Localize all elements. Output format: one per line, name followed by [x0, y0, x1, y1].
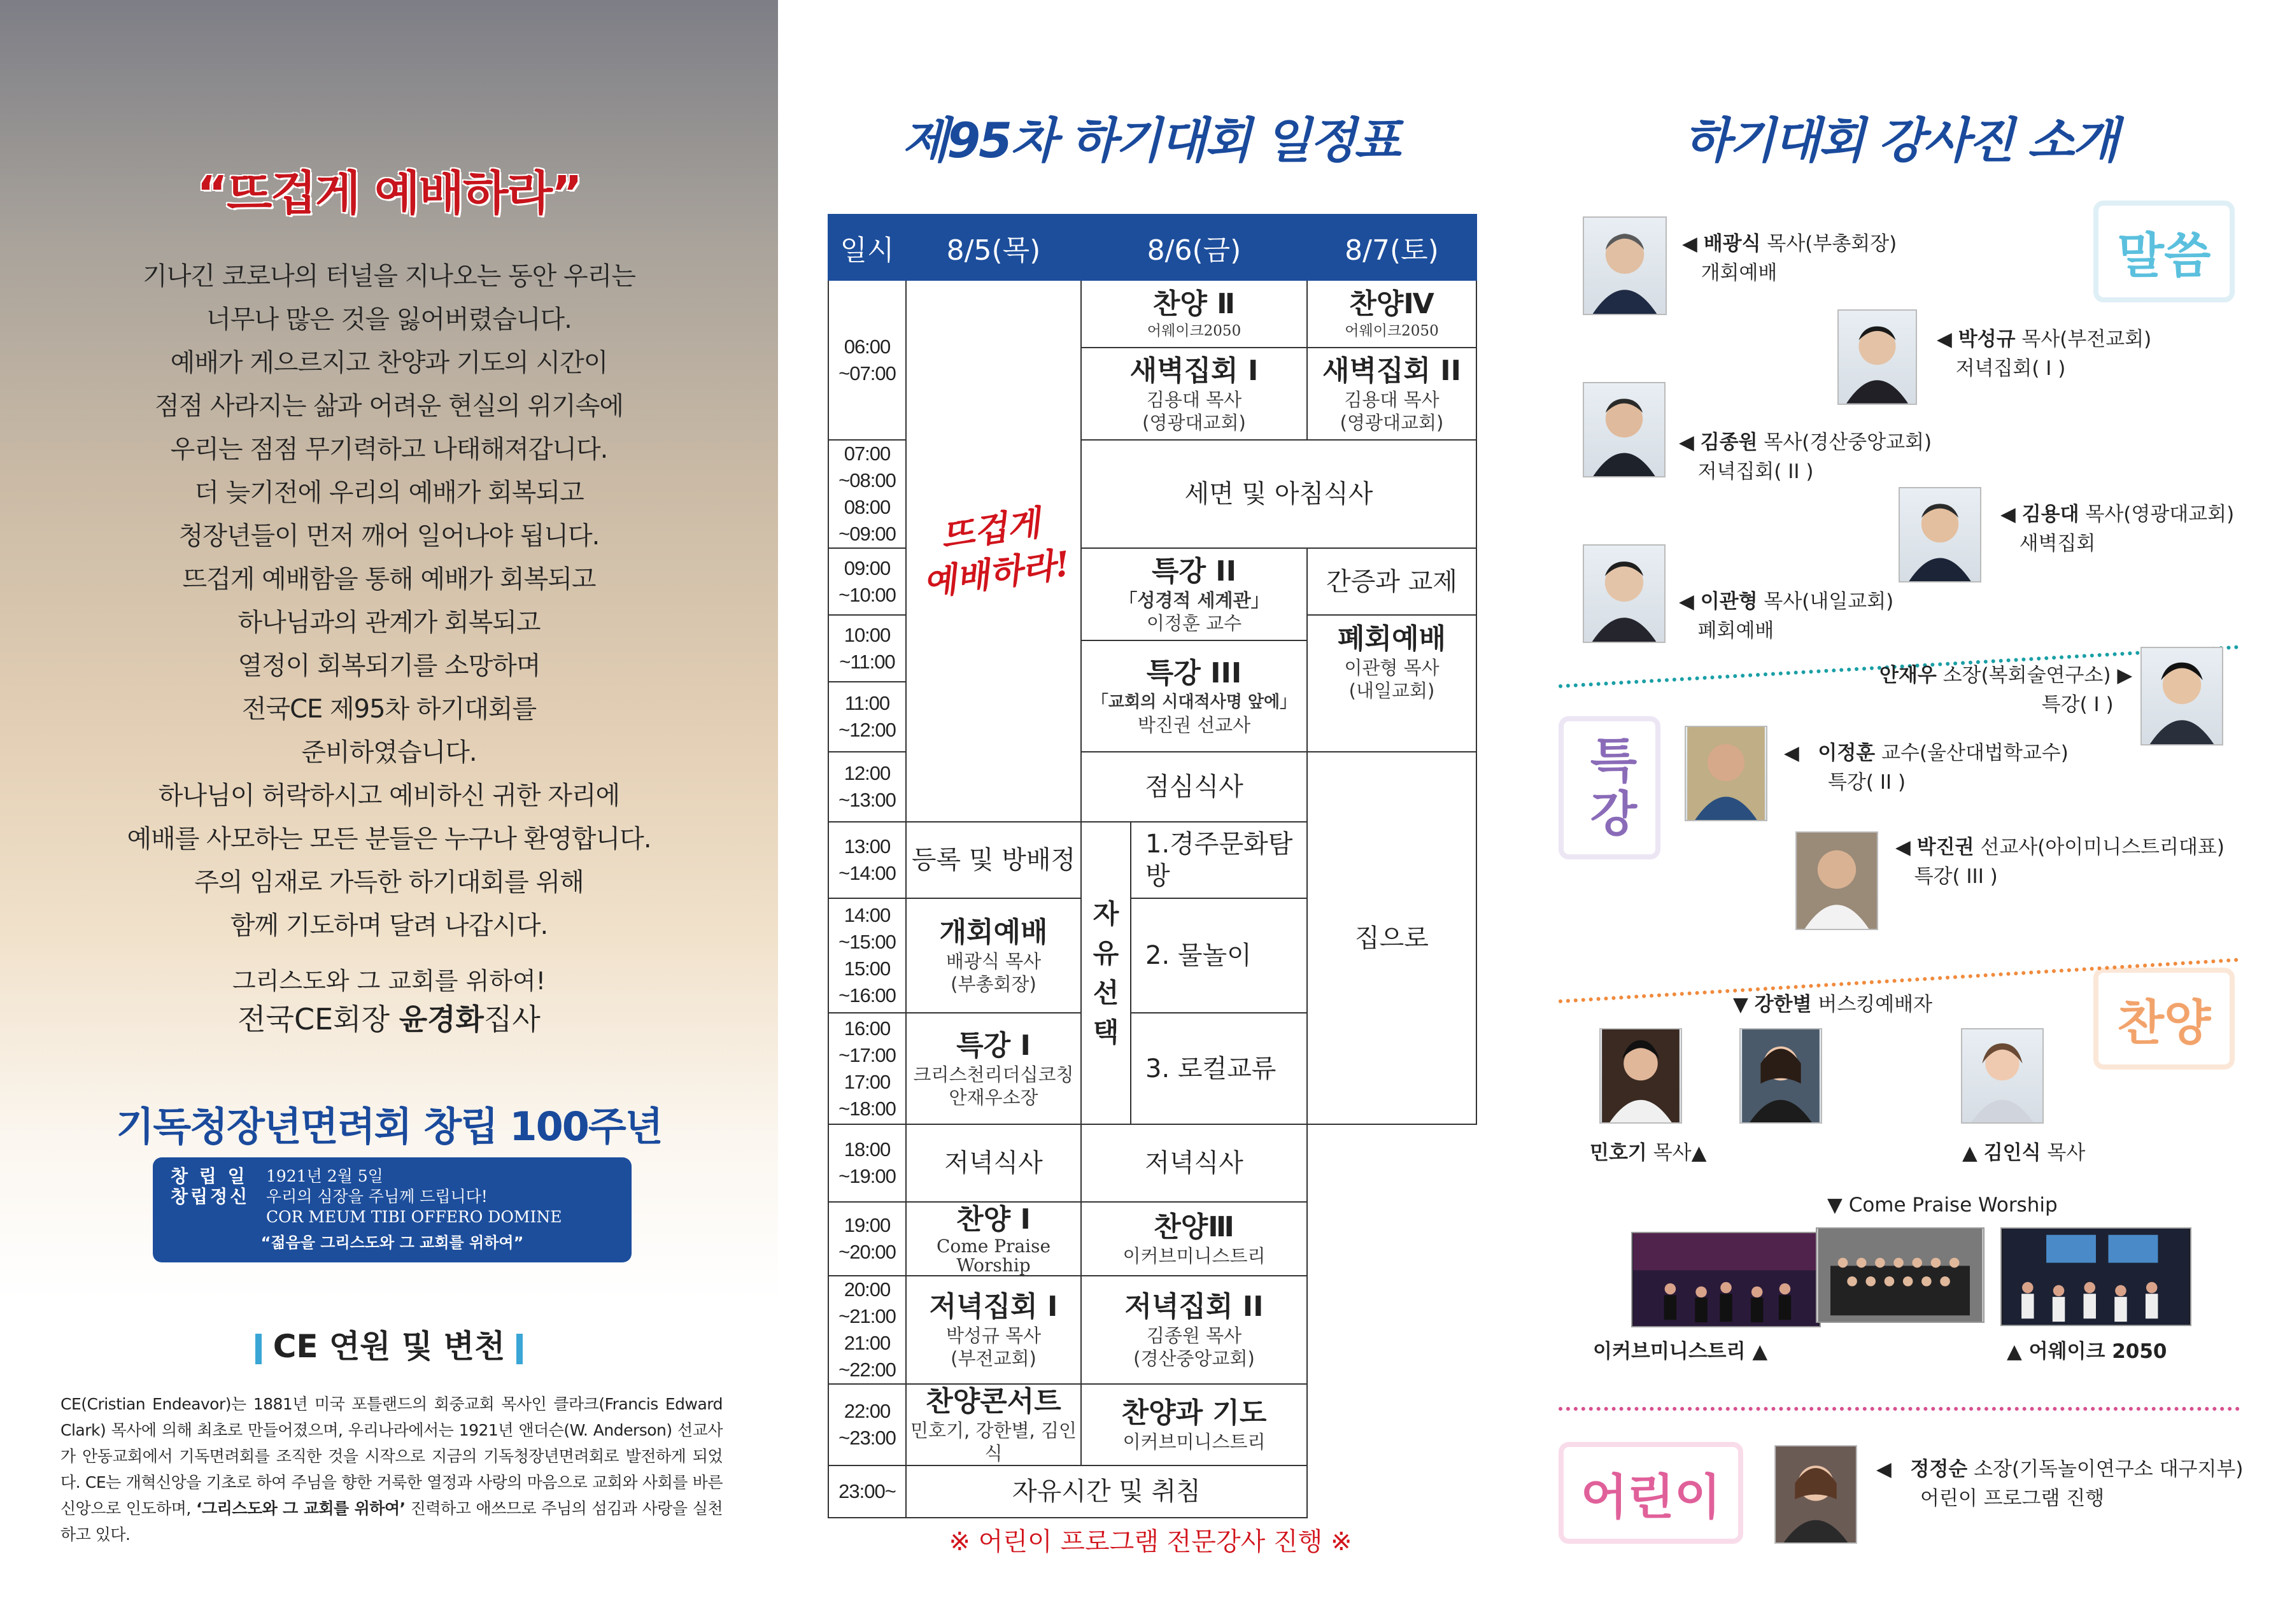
- header-day1: 8/5(목): [906, 215, 1081, 280]
- speaker-photo: [1583, 544, 1666, 643]
- opt2-cell: 2. 물놀이: [1131, 898, 1307, 1013]
- time-cell: 14:00 ~15:00 15:00 ~16:00: [828, 898, 906, 1013]
- founding-date: 1921년 2월 5일: [266, 1167, 383, 1185]
- intro-line: 청장년들이 먼저 깨어 일어나야 됩니다.: [178, 521, 600, 551]
- intro-line: 열정이 회복되기를 소망하며: [237, 651, 541, 681]
- tag-lecture: 특강: [1559, 716, 1660, 859]
- time-cell: 22:00 ~23:00: [828, 1384, 906, 1465]
- founding-spirit-label: 창립정신: [171, 1186, 250, 1207]
- time-cell: 10:00 ~11:00: [828, 615, 906, 682]
- signature-prefix: 전국CE회장: [237, 1002, 399, 1036]
- ce-history-body: [60, 1391, 723, 1548]
- intro-line: 준비하였습니다.: [301, 738, 477, 767]
- time-cell: 18:00 ~19:00: [828, 1124, 906, 1202]
- tag-praise: 찬양: [2093, 968, 2235, 1070]
- praise-photo: [1739, 1028, 1822, 1124]
- lecture1-cell: 특강 Ⅰ 크리스천리더십코칭 안재우소장: [906, 1013, 1081, 1124]
- intro-line: 전국CE 제95차 하기대회를: [241, 695, 537, 724]
- speaker-photo: [2140, 647, 2223, 745]
- opt1-cell: 1.경주문화탐방: [1131, 822, 1307, 898]
- intro-line: 뜨겁게 예배함을 통해 예배가 회복되고: [182, 565, 596, 594]
- founding-motto: “젊음을 그리스도와 그 교회를 위하여”: [260, 1234, 524, 1252]
- time-cell: 12:00 ~13:00: [828, 752, 906, 822]
- speakers-panel: [1523, 0, 2278, 1624]
- time-cell: 19:00 ~20:00: [828, 1202, 906, 1276]
- kids-speaker: ◀ 정정순 소장(기독놀이연구소 대구지부) 어린이 프로그램 진행: [1876, 1458, 2244, 1510]
- speaker-8: ◀ 박진권 선교사(아이미니스트리대표) 특강( III ): [1895, 836, 2225, 888]
- register-cell: 등록 및 방배정: [906, 822, 1081, 898]
- lecture2-cell: 특강 II 「성경적 세계관」 이정훈 교수: [1081, 548, 1307, 640]
- dawn2-cell: 새벽집회 II 김용대 목사 (영광대교회): [1307, 348, 1476, 440]
- ce-body-bold: ‘그리스도와 그 교회를 위하여’: [196, 1499, 406, 1518]
- speakers-title: 하기대회 강사진 소개: [1683, 112, 2118, 169]
- day3-evening-empty: [1307, 1124, 1476, 1518]
- opt3-cell: 3. 로컬교류: [1131, 1013, 1307, 1124]
- time-cell: 06:00 ~07:00: [828, 280, 906, 440]
- day1-morning-cell: [906, 280, 1081, 822]
- home-cell: 집으로: [1307, 752, 1476, 1124]
- speaker-photo: [1795, 831, 1878, 930]
- time-cell: 20:00 ~21:00 21:00 ~22:00: [828, 1276, 906, 1384]
- signature-suffix: 집사: [484, 1002, 541, 1036]
- left-panel: [0, 0, 778, 1624]
- dinner1-cell: 저녁식사: [906, 1124, 1081, 1202]
- wash-cell: 세면 및 아침식사: [1081, 440, 1476, 548]
- praise-awake: ▲ 어웨이크 2050: [2007, 1340, 2167, 1363]
- ce-history-title: [0, 1321, 778, 1367]
- praise-photo: [1961, 1028, 2044, 1124]
- eve2-cell: 저녁집회 II 김종원 목사 (경산중앙교회): [1081, 1276, 1307, 1384]
- speaker-photo: [1583, 382, 1666, 477]
- intro-line: 우리는 점점 무기력하고 나태해져갑니다.: [170, 435, 608, 464]
- schedule-panel: [778, 0, 1523, 1624]
- intro-line: 기나긴 코로나의 터널을 지나오는 동안 우리는: [143, 262, 635, 291]
- intro-line: 함께 기도하며 달려 나갑시다.: [230, 911, 548, 940]
- speaker-3: ◀ 김종원 목사(경산중앙교회) 저녁집회( II ): [1679, 431, 1932, 483]
- opening-cell: 개회예배 배광식 목사 (부총회장): [906, 898, 1081, 1013]
- kids-photo: [1774, 1445, 1857, 1544]
- closing-cell: 폐회예배 이관형 목사 (내일교회): [1307, 615, 1476, 752]
- praise-ica: 이커브미니스트리 ▲: [1593, 1340, 1768, 1363]
- freetime-cell: 자유시간 및 취침: [906, 1465, 1307, 1518]
- speaker-photo: [1899, 487, 1981, 583]
- praise1-cell: 찬양 I Come Praise Worship: [906, 1202, 1081, 1276]
- speaker-6: 안재우 소장(복회술연구소) ▶ 특강( I ): [1879, 664, 2133, 716]
- speaker-1: ◀ 배광식 목사(부총회장) 개회예배: [1682, 232, 1897, 285]
- group-photo: [1816, 1227, 1984, 1323]
- theme-quote: “뜨겁게 예배하라”: [197, 166, 581, 221]
- praise-come: ▼ Come Praise Worship: [1827, 1194, 2058, 1217]
- praise-min: 민호기 목사▲: [1590, 1141, 1707, 1164]
- time-cell: 07:00 ~08:00 08:00 ~09:00: [828, 440, 906, 548]
- ce-body-part2: 진력하고 애쓰므로 주님의 섬김과 사랑을 실천하고 있다.: [60, 1499, 723, 1544]
- praise-kang: ▼ 강한별 버스킹예배자: [1733, 993, 1933, 1016]
- intro-line: 하나님과의 관계가 회복되고: [237, 608, 541, 637]
- praise2-cell: 찬양 Ⅱ 어웨이크2050: [1081, 280, 1307, 348]
- tag-kids: 어린이: [1559, 1442, 1743, 1544]
- speaker-2: ◀ 박성규 목사(부전교회) 저녁집회( I ): [1937, 328, 2152, 380]
- speaker-photo: [1583, 216, 1667, 315]
- group-photo: [1631, 1232, 1821, 1327]
- speaker-4: ◀ 김용대 목사(영광대교회) 새벽집회: [2000, 503, 2235, 555]
- signature-name: [0, 996, 778, 1038]
- praise3-cell: 찬양Ⅲ 이커브미니스트리: [1081, 1202, 1307, 1276]
- signature-motto: 그리스도와 그 교회를 위하여!: [232, 967, 546, 995]
- ce-history-title-text: CE 연원 및 변천: [272, 1328, 506, 1365]
- schedule-table: [828, 214, 1477, 1518]
- signature-person: 윤경화: [399, 1002, 484, 1036]
- dinner2-cell: 저녁식사: [1081, 1124, 1307, 1202]
- founding-spirit-ko: 우리의 심장을 주님께 드립니다!: [266, 1187, 488, 1206]
- speaker-5: ◀ 이관형 목사(내일교회) 폐회예배: [1679, 590, 1894, 642]
- intro-line: 더 늦기전에 우리의 예배가 회복되고: [194, 478, 584, 507]
- founding-spirit-la: COR MEUM TIBI OFFERO DOMINE: [266, 1208, 562, 1226]
- founding-date-label: 창 립 일: [171, 1166, 248, 1187]
- divider-3: [1559, 1407, 2240, 1411]
- intro-line: 점점 사라지는 삶과 어려운 현실의 위기속에: [154, 392, 624, 421]
- kids-program-note: ※ 어린이 프로그램 전문강사 진행 ※: [949, 1527, 1352, 1557]
- founding-box: [153, 1157, 632, 1262]
- lunch-cell: 점심식사: [1081, 752, 1307, 822]
- schedule-title: 제95차 하기대회 일정표: [902, 112, 1399, 169]
- time-cell: 11:00 ~12:00: [828, 682, 906, 752]
- praise-photo: [1599, 1028, 1682, 1124]
- header-day3: 8/7(토): [1307, 215, 1476, 280]
- eve1-cell: 저녁집회 I 박성규 목사 (부전교회): [906, 1276, 1081, 1384]
- time-cell: 23:00~: [828, 1465, 906, 1518]
- praise4-cell: 찬양Ⅳ 어웨이크2050: [1307, 280, 1476, 348]
- time-cell: 16:00 ~17:00 17:00 ~18:00: [828, 1013, 906, 1124]
- group-photo: [2000, 1227, 2191, 1326]
- prayer-cell: 찬양과 기도 이커브미니스트리: [1081, 1384, 1307, 1465]
- intro-line: 하나님이 허락하시고 예비하신 귀한 자리에: [158, 781, 620, 810]
- praise-kim: ▲ 김인식 목사: [1962, 1141, 2086, 1164]
- lecture3-cell: 특강 III 「교회의 시대적사명 앞에」 박진권 선교사: [1081, 640, 1307, 752]
- ce-body-part1: CE(Cristian Endeavor)는 1881년 미국 포틀랜드의 회중교회 목사인 클라크(Francis Edward Clark) 목사에 의해 최초로 만들어졌으며, 우리나라에서는 1921년 앤더슨(W. Anderson) 선교사가 안동교회에서 기독면려회를 조직한 것을 시작으로 지금의 기독청장년면려회로 발전하게 되었다. CE는 개혁신앙을 기초로 하여 주님을 향한 거룩한 열정과 사랑의 마음으로 교회와 사회를 바른 신앙으로 인도하며,: [60, 1395, 723, 1518]
- intro-line: 주의 임재로 가득한 하기대회를 위해: [194, 868, 584, 897]
- day1-script: 뜨겁게 예배하라!: [920, 502, 1073, 604]
- intro-line: 너무나 많은 것을 잃어버렸습니다.: [206, 305, 572, 334]
- time-cell: 09:00 ~10:00: [828, 548, 906, 615]
- speaker-photo: [1685, 726, 1767, 821]
- tag-word: 말씀: [2093, 201, 2235, 302]
- header-time: 일시: [828, 215, 906, 280]
- concert-cell: 찬양콘서트 민호기, 강한별, 김인식: [906, 1384, 1081, 1465]
- header-day2: 8/6(금): [1081, 215, 1307, 280]
- intro-text: [0, 255, 778, 947]
- intro-line: 예배를 사모하는 모든 분들은 누구나 환영합니다.: [127, 824, 651, 854]
- intro-line: 예배가 게으르지고 찬양과 기도의 시간이: [170, 348, 608, 378]
- speaker-7: ◀ 이정훈 교수(울산대법학교수) 특강( II ): [1784, 742, 2069, 794]
- founding-title: 기독청장년면려회 창립 100주년: [116, 1103, 662, 1150]
- speaker-photo: [1837, 309, 1917, 405]
- time-cell: 13:00 ~14:00: [828, 822, 906, 898]
- free-choice-cell: 자 유 선 택: [1081, 822, 1131, 1124]
- dawn1-cell: 새벽집회 I 김용대 목사 (영광대교회): [1081, 348, 1307, 440]
- testimony-cell: 간증과 교제: [1307, 548, 1476, 615]
